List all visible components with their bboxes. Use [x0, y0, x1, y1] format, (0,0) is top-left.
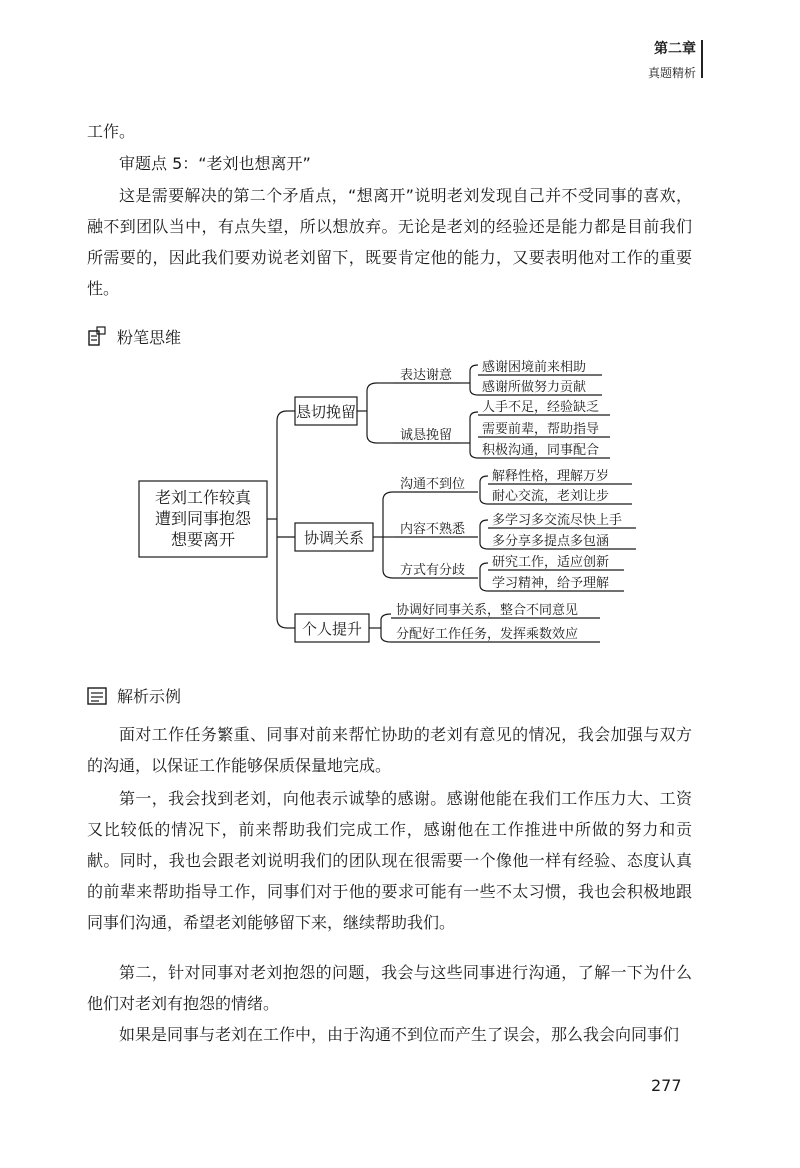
branch-label-2: 协调关系	[303, 529, 365, 547]
root-line-2: 遭到同事抱怨	[154, 509, 252, 528]
sub-label-b2-s2: 内容不熟悉	[400, 522, 466, 537]
page-number: 277	[651, 1076, 682, 1095]
section-heading-analysis	[87, 684, 181, 707]
leaf-b1-s1-2: 感谢所做努力贡献	[482, 380, 587, 395]
review-point-heading: 审题点 5：“老刘也想离开”	[119, 154, 311, 173]
leaf-b2-s1-1: 解释性格，理解万岁	[492, 469, 610, 484]
branch-label-1: 恳切挽留	[295, 403, 357, 421]
leaf-b2-s1-2: 耐心交流，老刘让步	[492, 489, 610, 504]
branch-label-3: 个人提升	[301, 620, 363, 638]
body-paragraph-4: 如果是同事与老刘在工作中，由于沟通不到位而产生了误会，那么我会向同事们	[119, 1025, 680, 1044]
leaf-b1-s1-1: 感谢困境前来相助	[482, 360, 587, 375]
sub-label-b2-s3: 方式有分歧	[400, 563, 466, 578]
leaf-b3-2: 分配好工作任务，发挥乘数效应	[396, 627, 579, 642]
leaf-b1-s2-2: 需要前辈，帮助指导	[482, 422, 600, 437]
chapter-label: 第二章	[654, 41, 696, 57]
section-label: 真题精析	[647, 66, 696, 80]
root-line-3: 想要离开	[170, 530, 236, 549]
paragraph-continuation: 工作。	[87, 122, 136, 141]
root-line-1: 老刘工作较真	[154, 488, 252, 507]
leaf-b2-s2-2: 多分享多提点多包涵	[492, 534, 610, 549]
leaf-b2-s2-1: 多学习多交流尽快上手	[492, 513, 623, 528]
analysis-section-icon	[87, 686, 107, 706]
section-title: 解析示例	[117, 687, 182, 706]
leaf-b1-s2-1: 人手不足，经验缺乏	[482, 400, 600, 415]
leaf-b1-s2-3: 积极沟通，同事配合	[482, 443, 600, 458]
body-paragraph-2: 第一，我会找到老刘，向他表示诚挚的感谢。感谢他能在我们工作压力大、工资又比较低的情况下，前来帮助我们完成工作，感谢他在工作推进中所做的努力和贡献。同时，我也会跟老刘说明我们的团队现在很需要一个像他一样有经验、态度认真的前辈来帮助指导工作，同事们对于他的要求可能有一些不太习惯，我也会积极地跟同事们沟通，希望老刘能够留下来，继续帮助我们。	[87, 789, 692, 932]
review-point-paragraph: 这是需要解决的第二个矛盾点，“想离开”说明老刘发现自己并不受同事的喜欢，融不到团队当中，有点失望，所以想放弃。无论是老刘的经验还是能力都是目前我们所需要的，因此我们要劝说老刘留下，既要肯定他的能力，又要表明他对工作的重要性。	[87, 186, 692, 298]
leaf-b2-s3-2: 学习精神，给予理解	[492, 576, 610, 591]
body-paragraph-3: 第二，针对同事对老刘抱怨的问题，我会与这些同事进行沟通，了解一下为什么他们对老刘有抱怨的情绪。	[87, 963, 692, 1013]
leaf-b2-s3-1: 研究工作，适应创新	[492, 555, 610, 570]
section-title: 粉笔思维	[117, 328, 182, 347]
sub-label-b1-s1: 表达谢意	[400, 368, 453, 383]
sub-label-b1-s2: 诚恳挽留	[400, 428, 453, 443]
sub-label-b2-s1: 沟通不到位	[400, 477, 466, 492]
body-paragraph-1: 面对工作任务繁重、同事对前来帮忙协助的老刘有意见的情况，我会加强与双方的沟通，以保证工作能够保质保量地完成。	[87, 725, 692, 775]
leaf-b3-1: 协调好同事关系，整合不同意见	[396, 603, 579, 618]
